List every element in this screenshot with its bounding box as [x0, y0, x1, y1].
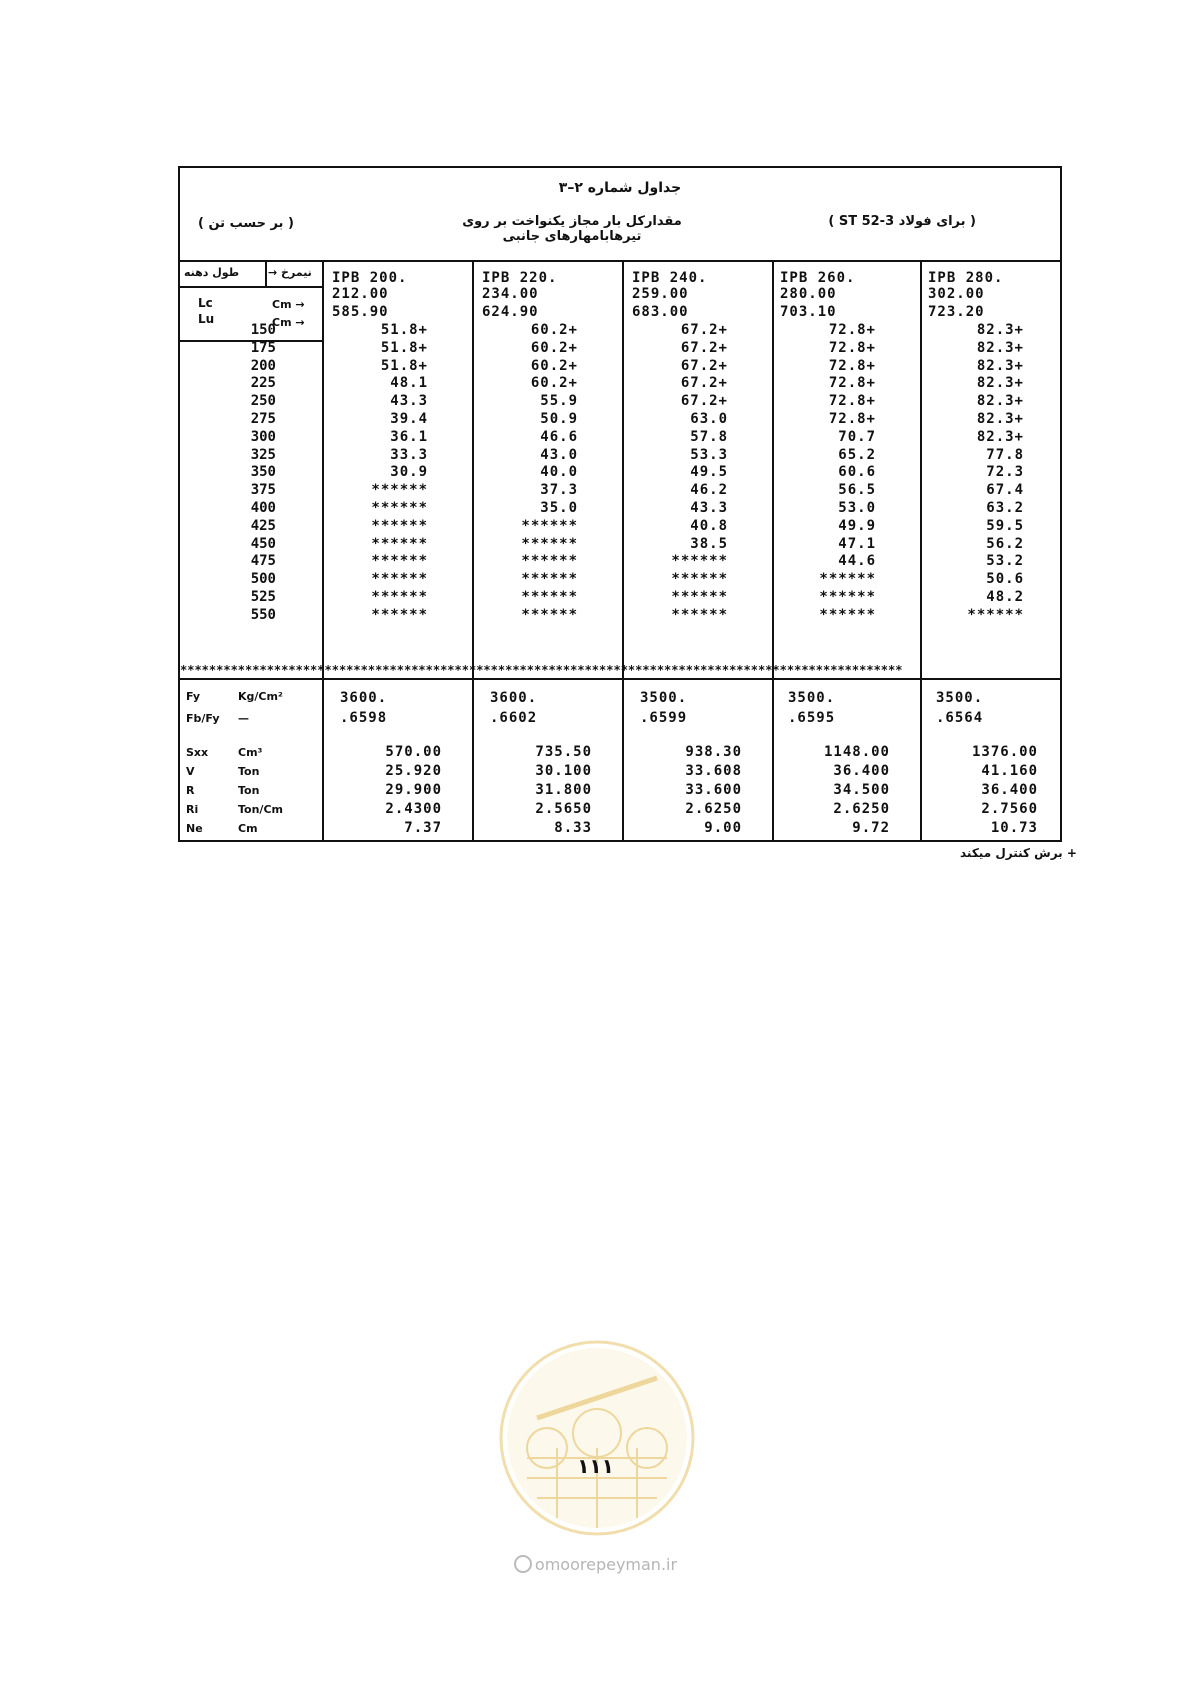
prop-symbol: V — [186, 765, 195, 778]
load-value: ****** — [521, 606, 578, 623]
span-length: 325 — [250, 446, 276, 463]
span-length: 150 — [250, 322, 276, 338]
load-value: ****** — [671, 571, 728, 588]
unit-note: ( بر حسب تن ) — [198, 216, 294, 231]
lc-label: Lc — [198, 296, 213, 310]
load-value: 82.3+ — [976, 411, 1024, 427]
at-icon — [514, 1555, 532, 1573]
span-length: 300 — [250, 428, 276, 445]
span-length: 525 — [250, 589, 276, 605]
load-value: 47.1 — [838, 535, 876, 552]
span-header: طول دهنه — [184, 266, 240, 279]
prop-unit: Kg/Cm² — [238, 690, 283, 703]
load-value: ****** — [371, 571, 428, 588]
lu-value: 723.20 — [928, 304, 985, 320]
load-value: 48.1 — [390, 375, 428, 392]
ne-value: 10.73 — [990, 820, 1038, 836]
load-value: ****** — [671, 589, 728, 605]
load-value: 77.8 — [986, 446, 1024, 463]
span-length: 275 — [250, 411, 276, 427]
load-value: 65.2 — [838, 446, 876, 463]
load-value: 38.5 — [690, 535, 728, 552]
prop-unit: Ton — [238, 765, 260, 778]
load-value: 60.2+ — [530, 339, 578, 356]
load-value: ****** — [819, 606, 876, 623]
ri-value: 2.7560 — [981, 801, 1038, 817]
table-title: جداول شماره ۲–۳ — [558, 180, 682, 196]
load-value: ****** — [819, 571, 876, 588]
load-value: 67.2+ — [680, 322, 728, 338]
v-value: 30.100 — [535, 763, 592, 779]
fy-value: 3500. — [788, 690, 836, 706]
prop-unit: — — [238, 712, 249, 725]
prop-symbol: Fy — [186, 690, 201, 703]
load-value: ****** — [371, 500, 428, 516]
lu-label: Lu — [198, 312, 215, 326]
col-divider-4 — [920, 260, 922, 840]
v-value: 33.608 — [685, 763, 742, 779]
ri-value: 2.6250 — [685, 801, 742, 817]
span-length: 225 — [250, 375, 276, 392]
load-value: 51.8+ — [380, 339, 428, 356]
ri-value: 2.5650 — [535, 801, 592, 817]
load-table — [178, 166, 1062, 842]
span-length: 250 — [250, 393, 276, 410]
fy-value: 3500. — [936, 690, 984, 706]
profile-name: IPB 260. — [780, 270, 856, 286]
load-value: 82.3+ — [976, 357, 1024, 374]
lc-value: 212.00 — [332, 286, 389, 302]
load-value: 72.3 — [986, 464, 1024, 481]
col-divider-2 — [622, 260, 624, 840]
load-value: 60.2+ — [530, 322, 578, 338]
load-value: ****** — [371, 553, 428, 570]
span-length: 350 — [250, 464, 276, 481]
ne-value: 8.33 — [554, 820, 592, 836]
load-value: 60.6 — [838, 464, 876, 481]
sxx-value: 735.50 — [535, 744, 592, 760]
prop-symbol: R — [186, 784, 195, 797]
load-value: 39.4 — [390, 411, 428, 427]
load-value: 56.2 — [986, 535, 1024, 552]
fbfy-value: .6599 — [640, 710, 688, 726]
load-value: 37.3 — [540, 482, 578, 499]
span-length: 425 — [250, 517, 276, 534]
lc-unit: Cm → — [272, 298, 305, 311]
load-value: ****** — [671, 606, 728, 623]
sxx-value: 1148.00 — [823, 744, 890, 760]
load-value: ****** — [371, 589, 428, 605]
span-length: 475 — [250, 553, 276, 570]
watermark-logo — [497, 1338, 697, 1538]
prop-unit: Cm³ — [238, 746, 263, 759]
ne-value: 9.00 — [704, 820, 742, 836]
load-value: ****** — [521, 553, 578, 570]
load-value: 30.9 — [390, 464, 428, 481]
sxx-value: 938.30 — [685, 744, 742, 760]
r-value: 34.500 — [833, 782, 890, 798]
load-value: 72.8+ — [828, 411, 876, 427]
lu-value: 585.90 — [332, 304, 389, 320]
lu-unit: Cm → — [272, 316, 305, 329]
prop-symbol: Ri — [186, 803, 199, 816]
span-length: 450 — [250, 535, 276, 552]
load-value: 48.2 — [986, 589, 1024, 605]
load-value: 82.3+ — [976, 428, 1024, 445]
prop-unit: Cm — [238, 822, 258, 835]
star-separator: **************************************************************************************************** — [180, 663, 903, 677]
fbfy-value: .6564 — [936, 710, 984, 726]
load-value: 67.2+ — [680, 393, 728, 410]
load-value: 67.2+ — [680, 357, 728, 374]
load-value: ****** — [371, 606, 428, 623]
load-value: 72.8+ — [828, 375, 876, 392]
load-value: 60.2+ — [530, 357, 578, 374]
load-value: ****** — [521, 589, 578, 605]
profile-name: IPB 280. — [928, 270, 1004, 286]
load-value: 67.4 — [986, 482, 1024, 499]
span-length: 550 — [250, 606, 276, 623]
lu-value: 624.90 — [482, 304, 539, 320]
load-value: 72.8+ — [828, 357, 876, 374]
sxx-value: 1376.00 — [971, 744, 1038, 760]
load-value: 72.8+ — [828, 322, 876, 338]
load-value: 82.3+ — [976, 322, 1024, 338]
load-value: 82.3+ — [976, 339, 1024, 356]
fbfy-value: .6602 — [490, 710, 538, 726]
v-value: 36.400 — [833, 763, 890, 779]
load-value: 53.3 — [690, 446, 728, 463]
fy-value: 3600. — [340, 690, 388, 706]
prop-symbol: Fb/Fy — [186, 712, 220, 725]
load-value: 43.3 — [390, 393, 428, 410]
fbfy-value: .6595 — [788, 710, 836, 726]
load-value: 36.1 — [390, 428, 428, 445]
load-value: ****** — [819, 589, 876, 605]
prop-unit: Ton/Cm — [238, 803, 283, 816]
fy-value: 3600. — [490, 690, 538, 706]
load-value: 67.2+ — [680, 375, 728, 392]
load-value: 40.0 — [540, 464, 578, 481]
load-value: ****** — [521, 535, 578, 552]
load-value: 70.7 — [838, 428, 876, 445]
load-value: 55.9 — [540, 393, 578, 410]
load-value: 51.8+ — [380, 357, 428, 374]
load-value: ****** — [371, 517, 428, 534]
load-value: 60.2+ — [530, 375, 578, 392]
load-value: 49.9 — [838, 517, 876, 534]
profile-header: نیمرخ → — [268, 266, 312, 279]
footnote: + برش کنترل میکند — [960, 846, 1077, 860]
load-value: ****** — [671, 553, 728, 570]
ne-value: 9.72 — [852, 820, 890, 836]
load-value: 51.8+ — [380, 322, 428, 338]
load-value: 72.8+ — [828, 393, 876, 410]
load-value: 82.3+ — [976, 393, 1024, 410]
load-value: ****** — [371, 535, 428, 552]
v-value: 25.920 — [385, 763, 442, 779]
v-value: 41.160 — [981, 763, 1038, 779]
load-value: 63.2 — [986, 500, 1024, 516]
ri-value: 2.6250 — [833, 801, 890, 817]
load-value: 43.3 — [690, 500, 728, 516]
table-subtitle: مقدارکل بار مجاز یکنواخت بر روی تیرهابامهارهای جانبی — [462, 214, 682, 244]
site-watermark: omoorepeyman.ir — [0, 1555, 1191, 1574]
load-value: 35.0 — [540, 500, 578, 516]
load-value: ****** — [967, 606, 1024, 623]
load-value: 49.5 — [690, 464, 728, 481]
page-number: ۱۱۱ — [577, 1454, 614, 1478]
r-value: 29.900 — [385, 782, 442, 798]
load-value: 56.5 — [838, 482, 876, 499]
corner-divider — [180, 286, 322, 288]
load-value: 53.0 — [838, 500, 876, 516]
prop-unit: Ton — [238, 784, 260, 797]
r-value: 36.400 — [981, 782, 1038, 798]
profile-name: IPB 240. — [632, 270, 708, 286]
profile-name: IPB 200. — [332, 270, 408, 286]
load-value: 43.0 — [540, 446, 578, 463]
load-value: 72.8+ — [828, 339, 876, 356]
fy-value: 3500. — [640, 690, 688, 706]
ri-value: 2.4300 — [385, 801, 442, 817]
load-value: ****** — [371, 482, 428, 499]
load-value: 46.2 — [690, 482, 728, 499]
load-value: 67.2+ — [680, 339, 728, 356]
span-length: 175 — [250, 339, 276, 356]
load-value: 57.8 — [690, 428, 728, 445]
lu-value: 683.00 — [632, 304, 689, 320]
r-value: 31.800 — [535, 782, 592, 798]
header-divider — [180, 260, 1060, 262]
sxx-value: 570.00 — [385, 744, 442, 760]
corner-split — [265, 260, 267, 286]
ne-value: 7.37 — [404, 820, 442, 836]
lc-value: 302.00 — [928, 286, 985, 302]
load-value: 44.6 — [838, 553, 876, 570]
span-length: 375 — [250, 482, 276, 499]
col-divider-label — [322, 260, 324, 840]
lc-value: 280.00 — [780, 286, 837, 302]
props-divider — [180, 678, 1060, 680]
col-divider-3 — [772, 260, 774, 840]
load-value: 53.2 — [986, 553, 1024, 570]
fbfy-value: .6598 — [340, 710, 388, 726]
span-length: 200 — [250, 357, 276, 374]
prop-symbol: Sxx — [186, 746, 209, 759]
col-divider-1 — [472, 260, 474, 840]
profile-name: IPB 220. — [482, 270, 558, 286]
span-length: 400 — [250, 500, 276, 516]
r-value: 33.600 — [685, 782, 742, 798]
load-value: 82.3+ — [976, 375, 1024, 392]
load-value: 50.9 — [540, 411, 578, 427]
lc-value: 259.00 — [632, 286, 689, 302]
prop-symbol: Ne — [186, 822, 203, 835]
load-value: 46.6 — [540, 428, 578, 445]
steel-grade: ( برای فولاد ST 52-3 ) — [828, 214, 976, 229]
load-value: 33.3 — [390, 446, 428, 463]
load-value: 63.0 — [690, 411, 728, 427]
span-length: 500 — [250, 571, 276, 588]
load-value: ****** — [521, 517, 578, 534]
lc-value: 234.00 — [482, 286, 539, 302]
load-value: 40.8 — [690, 517, 728, 534]
load-value: 50.6 — [986, 571, 1024, 588]
load-value: 59.5 — [986, 517, 1024, 534]
lu-value: 703.10 — [780, 304, 837, 320]
load-value: ****** — [521, 571, 578, 588]
